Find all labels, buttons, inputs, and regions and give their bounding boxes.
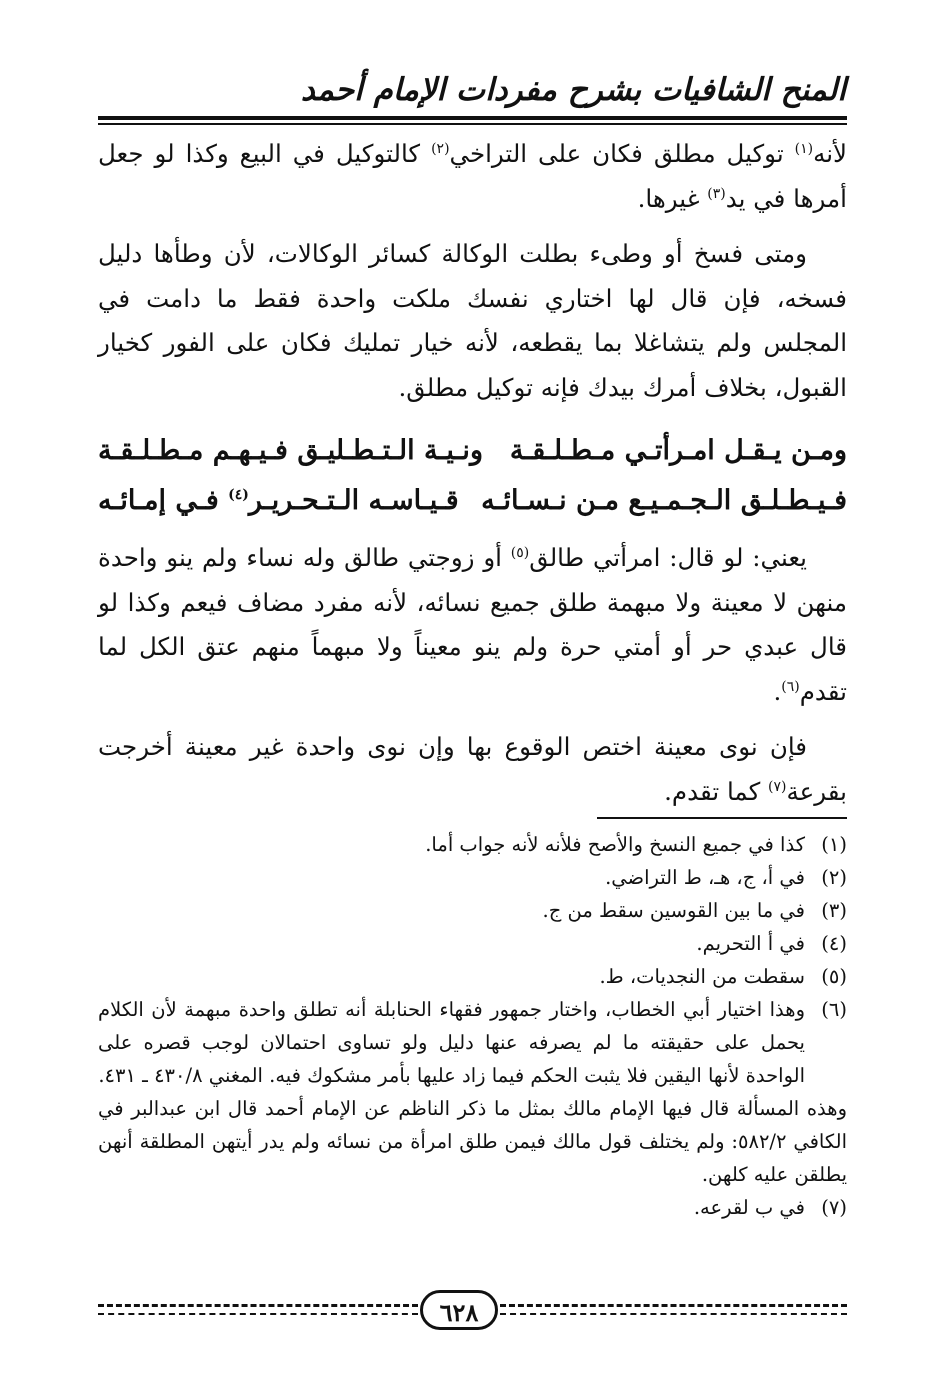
footnote (98, 960, 847, 993)
footnote-number: (٢) (821, 866, 847, 889)
verse-hemistich (98, 476, 459, 526)
footnote (98, 894, 847, 927)
verse-line-1 (98, 426, 847, 476)
text-run: توكيل مطلق فكان على التراخي (449, 139, 795, 168)
footnote-number: (٣) (821, 899, 847, 922)
main-text (98, 132, 847, 814)
footnote (98, 828, 847, 861)
footer-dashed-rule (500, 1304, 847, 1307)
footnotes (98, 828, 847, 1224)
footnote-ref[interactable]: (٥) (510, 544, 530, 561)
footnote-text: في ب لقرعه. (693, 1196, 805, 1219)
footnote-text: في أ التحريم. (696, 932, 805, 955)
footnote-ref[interactable]: (٧) (768, 778, 787, 795)
paragraph-3 (98, 536, 847, 714)
footnote-number: (٥) (821, 965, 847, 988)
footnote (98, 927, 847, 960)
text-run: يعني: لو قال: امرأتي طالق (529, 543, 807, 572)
footer-dashed-rule (500, 1313, 847, 1315)
footnote-number: (٧) (821, 1196, 847, 1219)
footnote-ref[interactable]: (٢) (431, 140, 450, 157)
verse-hemistich: ونـيـة الـتـطـليـق فـيـهـم مـطـلـقـة (98, 435, 483, 466)
text-run: أو زوجتي طالق وله نساء ولم ينو واحدة منهن لا معينة ولا مبهمة طلق جميع نسائه، لأنه مفرد مضاف فيعم وكذا لو قال عبدي حر أو أمتي حرة ولم ينو معيناً ولا مبهماً منهم عتق الكل لما تقدم (98, 543, 847, 706)
footnote-number: (١) (821, 833, 847, 856)
verse-hemistich: ومـن يـقـل امـرأتـي مـطـلـقـة (509, 435, 847, 466)
paragraph-1 (98, 132, 847, 221)
text-run: فـي إمـائـه (98, 485, 229, 516)
text-run: كما تقدم. (664, 776, 769, 806)
footnote-text: في أ، ج، هـ، ط التراضي. (605, 866, 805, 889)
verse-line-2 (98, 476, 847, 526)
text-run: لأنه (813, 139, 847, 168)
paragraph-4 (98, 725, 847, 814)
text-run: غيرها. (637, 183, 708, 213)
footnote-text: كذا في جميع النسخ والأصح فلأنه لأنه جواب أما. (425, 833, 805, 856)
text-run: . (773, 676, 782, 706)
footnote-text: سقطت من النجديات، ط. (599, 965, 805, 988)
footnote-text: في ما بين القوسين سقط من ج. (542, 899, 805, 922)
footnote (98, 993, 847, 1092)
verse (98, 426, 847, 526)
footnote (98, 861, 847, 894)
verse-hemistich: فـيـطـلـق الـجـمـيـع مـن نـسـائـه (481, 485, 847, 516)
footnote-ref[interactable]: (٣) (707, 185, 726, 202)
running-header-title: المنح الشافيات بشرح مفردات الإمام أحمد (300, 72, 846, 108)
footnote-ref[interactable]: (٦) (781, 678, 800, 695)
footnote-number: (٦) (821, 998, 847, 1021)
header-rule-thin (98, 123, 847, 125)
text-run: كالتوكيل في البيع وكذا لو جعل أمرها في يد (98, 139, 847, 213)
footnote (98, 1191, 847, 1224)
paragraph-2: ومتى فسخ أو وطىء بطلت الوكالة كسائر الوكالات، لأن وطأها دليل فسخه، فإن قال لها اختاري نفسك ملكت واحدة فقط ما دامت في المجلس ولم يتشاغلا بما يقطعه، لأنه خيار تمليك فكان على الفور كخيار القبول، بخلاف أمرك بيدك فإنه توكيل مطلق. (98, 239, 847, 402)
header-rule (98, 116, 847, 120)
footnote-continuation (98, 1092, 847, 1191)
footnote-ref[interactable]: (١) (794, 140, 814, 157)
footnote-separator (597, 817, 847, 819)
footer-dashed-rule (98, 1313, 418, 1315)
footnote-ref[interactable]: (٤) (228, 487, 249, 503)
text-run: قـيـاسـه الـتـحـريـر (248, 485, 459, 516)
footnote-text: وهذا اختيار أبي الخطاب، واختار جمهور فقهاء الحنابلة أنه تطلق واحدة مبهمة لأن الكلام يحمل على حقيقته ما لم يصرفه عنها دليل ولو تساوى احتمالان لوجب قصره على الواحدة لأنها اليقين فلا يثبت الحكم فيما زاد عليها بأمر مشكوك فيه. المغني ٤٣٠/٨ ـ ٤٣١. (98, 998, 805, 1087)
text-run: فإن نوى معينة اختص الوقوع بها وإن نوى واحدة غير معينة أخرجت بقرعة (98, 732, 847, 806)
footnote-text: وهذه المسألة قال فيها الإمام مالك بمثل ما ذكر الناظم عن الإمام أحمد قال ابن عبدالبر في الكافي ٥٨٢/٢: ولم يختلف قول مالك فيمن طلق امرأة من نسائه ولم يدر أيتهن المطلقة أنهن يطلقن عليه كلهن. (98, 1097, 847, 1186)
footnote-number: (٤) (821, 932, 847, 955)
footer-dashed-rule (98, 1304, 418, 1307)
page-number: ٦٢٨ (420, 1290, 498, 1330)
